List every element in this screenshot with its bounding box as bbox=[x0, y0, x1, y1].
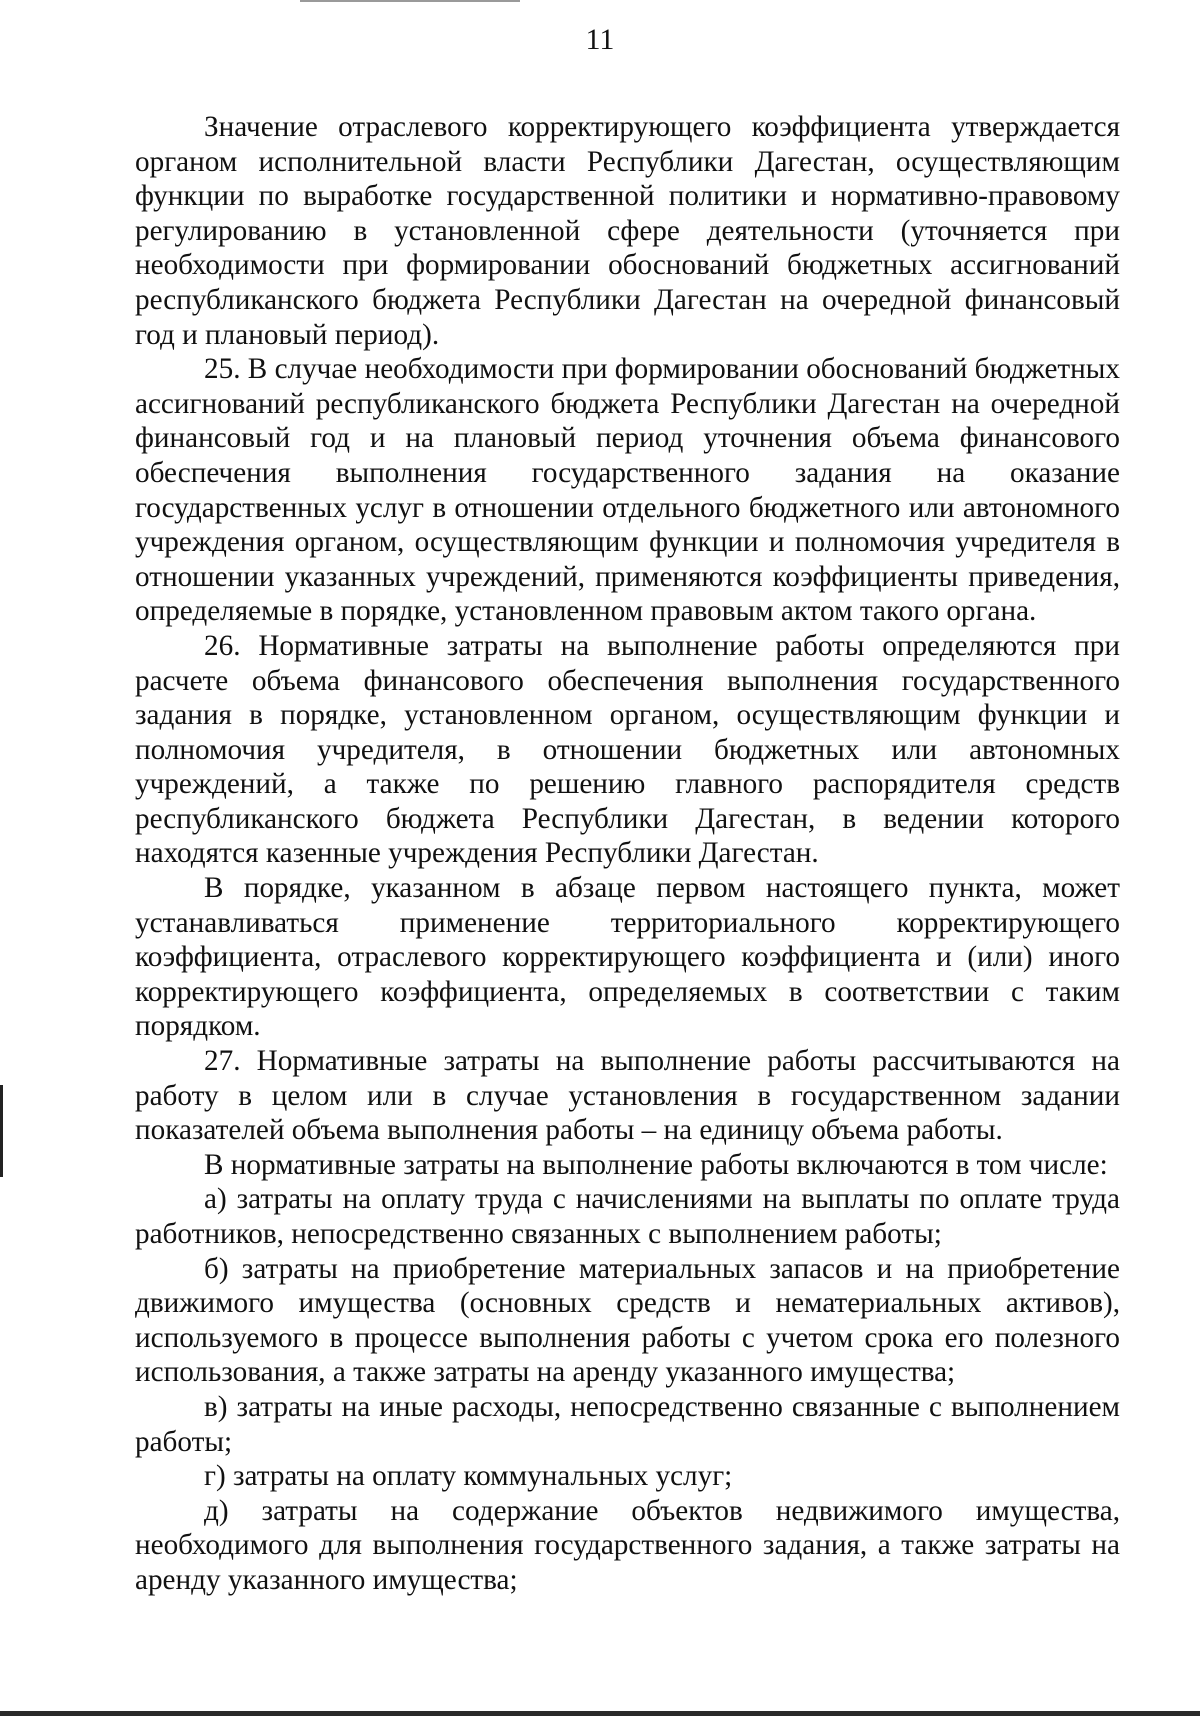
scan-edge-top bbox=[300, 0, 520, 2]
scan-edge-left bbox=[0, 1085, 3, 1177]
paragraph-item-26: 26. Нормативные затраты на выполнение работы определяются при расчете объема финансового обеспечения выполнения государственного задания в порядке, установленном органом, осуществляющим функции и полномочия учредителя, в отношении бюджетных или автономных учреждений, а также по решению главного распорядителя средств республиканского бюджета Республики Дагестан, в ведении которого находятся казенные учреждения Республики Дагестан. bbox=[135, 629, 1120, 870]
list-item-v: в) затраты на иные расходы, непосредственно связанные с выполнением работы; bbox=[135, 1390, 1120, 1458]
scan-edge-bottom bbox=[0, 1711, 1200, 1716]
list-item-g: г) затраты на оплату коммунальных услуг; bbox=[204, 1460, 733, 1493]
paragraph-sectoral-coefficient: Значение отраслевого корректирующего коэффициента утверждается органом исполнительной власти Республики Дагестан, осуществляющим функции по выработке государственной политики и нормативно-правовому регулированию в установленной сфере деятельности (уточняется при необходимости при формировании обоснований бюджетных ассигнований республиканского бюджета Республики Дагестан на очередной финансовый год и плановый период). bbox=[135, 111, 1120, 351]
paragraph-item-25: 25. В случае необходимости при формировании обоснований бюджетных ассигнований республиканского бюджета Республики Дагестан на очередной финансовый год и на плановый период уточнения объема финансового обеспечения выполнения государственного задания на оказание государственных услуг в отношении отдельного бюджетного или автономного учреждения органом, осуществляющим функции и полномочия учредителя в отношении указанных учреждений, применяются коэффициенты приведения, определяемые в порядке, установленном правовым актом такого органа. bbox=[135, 353, 1120, 628]
list-item-a: а) затраты на оплату труда с начислениями на выплаты по оплате труда работников, непосредственно связанных с выполнением работы; bbox=[135, 1183, 1120, 1250]
paragraph-item-27: 27. Нормативные затраты на выполнение работы рассчитываются на работу в целом или в случае установления в государственном задании показателей объема выполнения работы – на единицу объема работы. bbox=[135, 1045, 1120, 1147]
paragraph-item-26-order: В порядке, указанном в абзаце первом настоящего пункта, может устанавливаться применение территориального корректирующего коэффициента, отраслевого корректирующего коэффициента и (или) иного корректирующего коэффициента, определяемых в соответствии с таким порядком. bbox=[135, 872, 1120, 1043]
list-item-d: д) затраты на содержание объектов недвижимого имущества, необходимого для выполнения государственного задания, а также затраты на аренду указанного имущества; bbox=[135, 1494, 1120, 1596]
document-body bbox=[135, 110, 1120, 1598]
paragraph-item-27-includes: В нормативные затраты на выполнение работы включаются в том числе: bbox=[204, 1148, 1108, 1181]
list-item-b: б) затраты на приобретение материальных запасов и на приобретение движимого имущества (основных средств и нематериальных активов), используемого в процессе выполнения работы с учетом срока его полезного использования, а также затраты на аренду указанного имущества; bbox=[135, 1252, 1120, 1389]
page-number: 11 bbox=[585, 23, 615, 56]
